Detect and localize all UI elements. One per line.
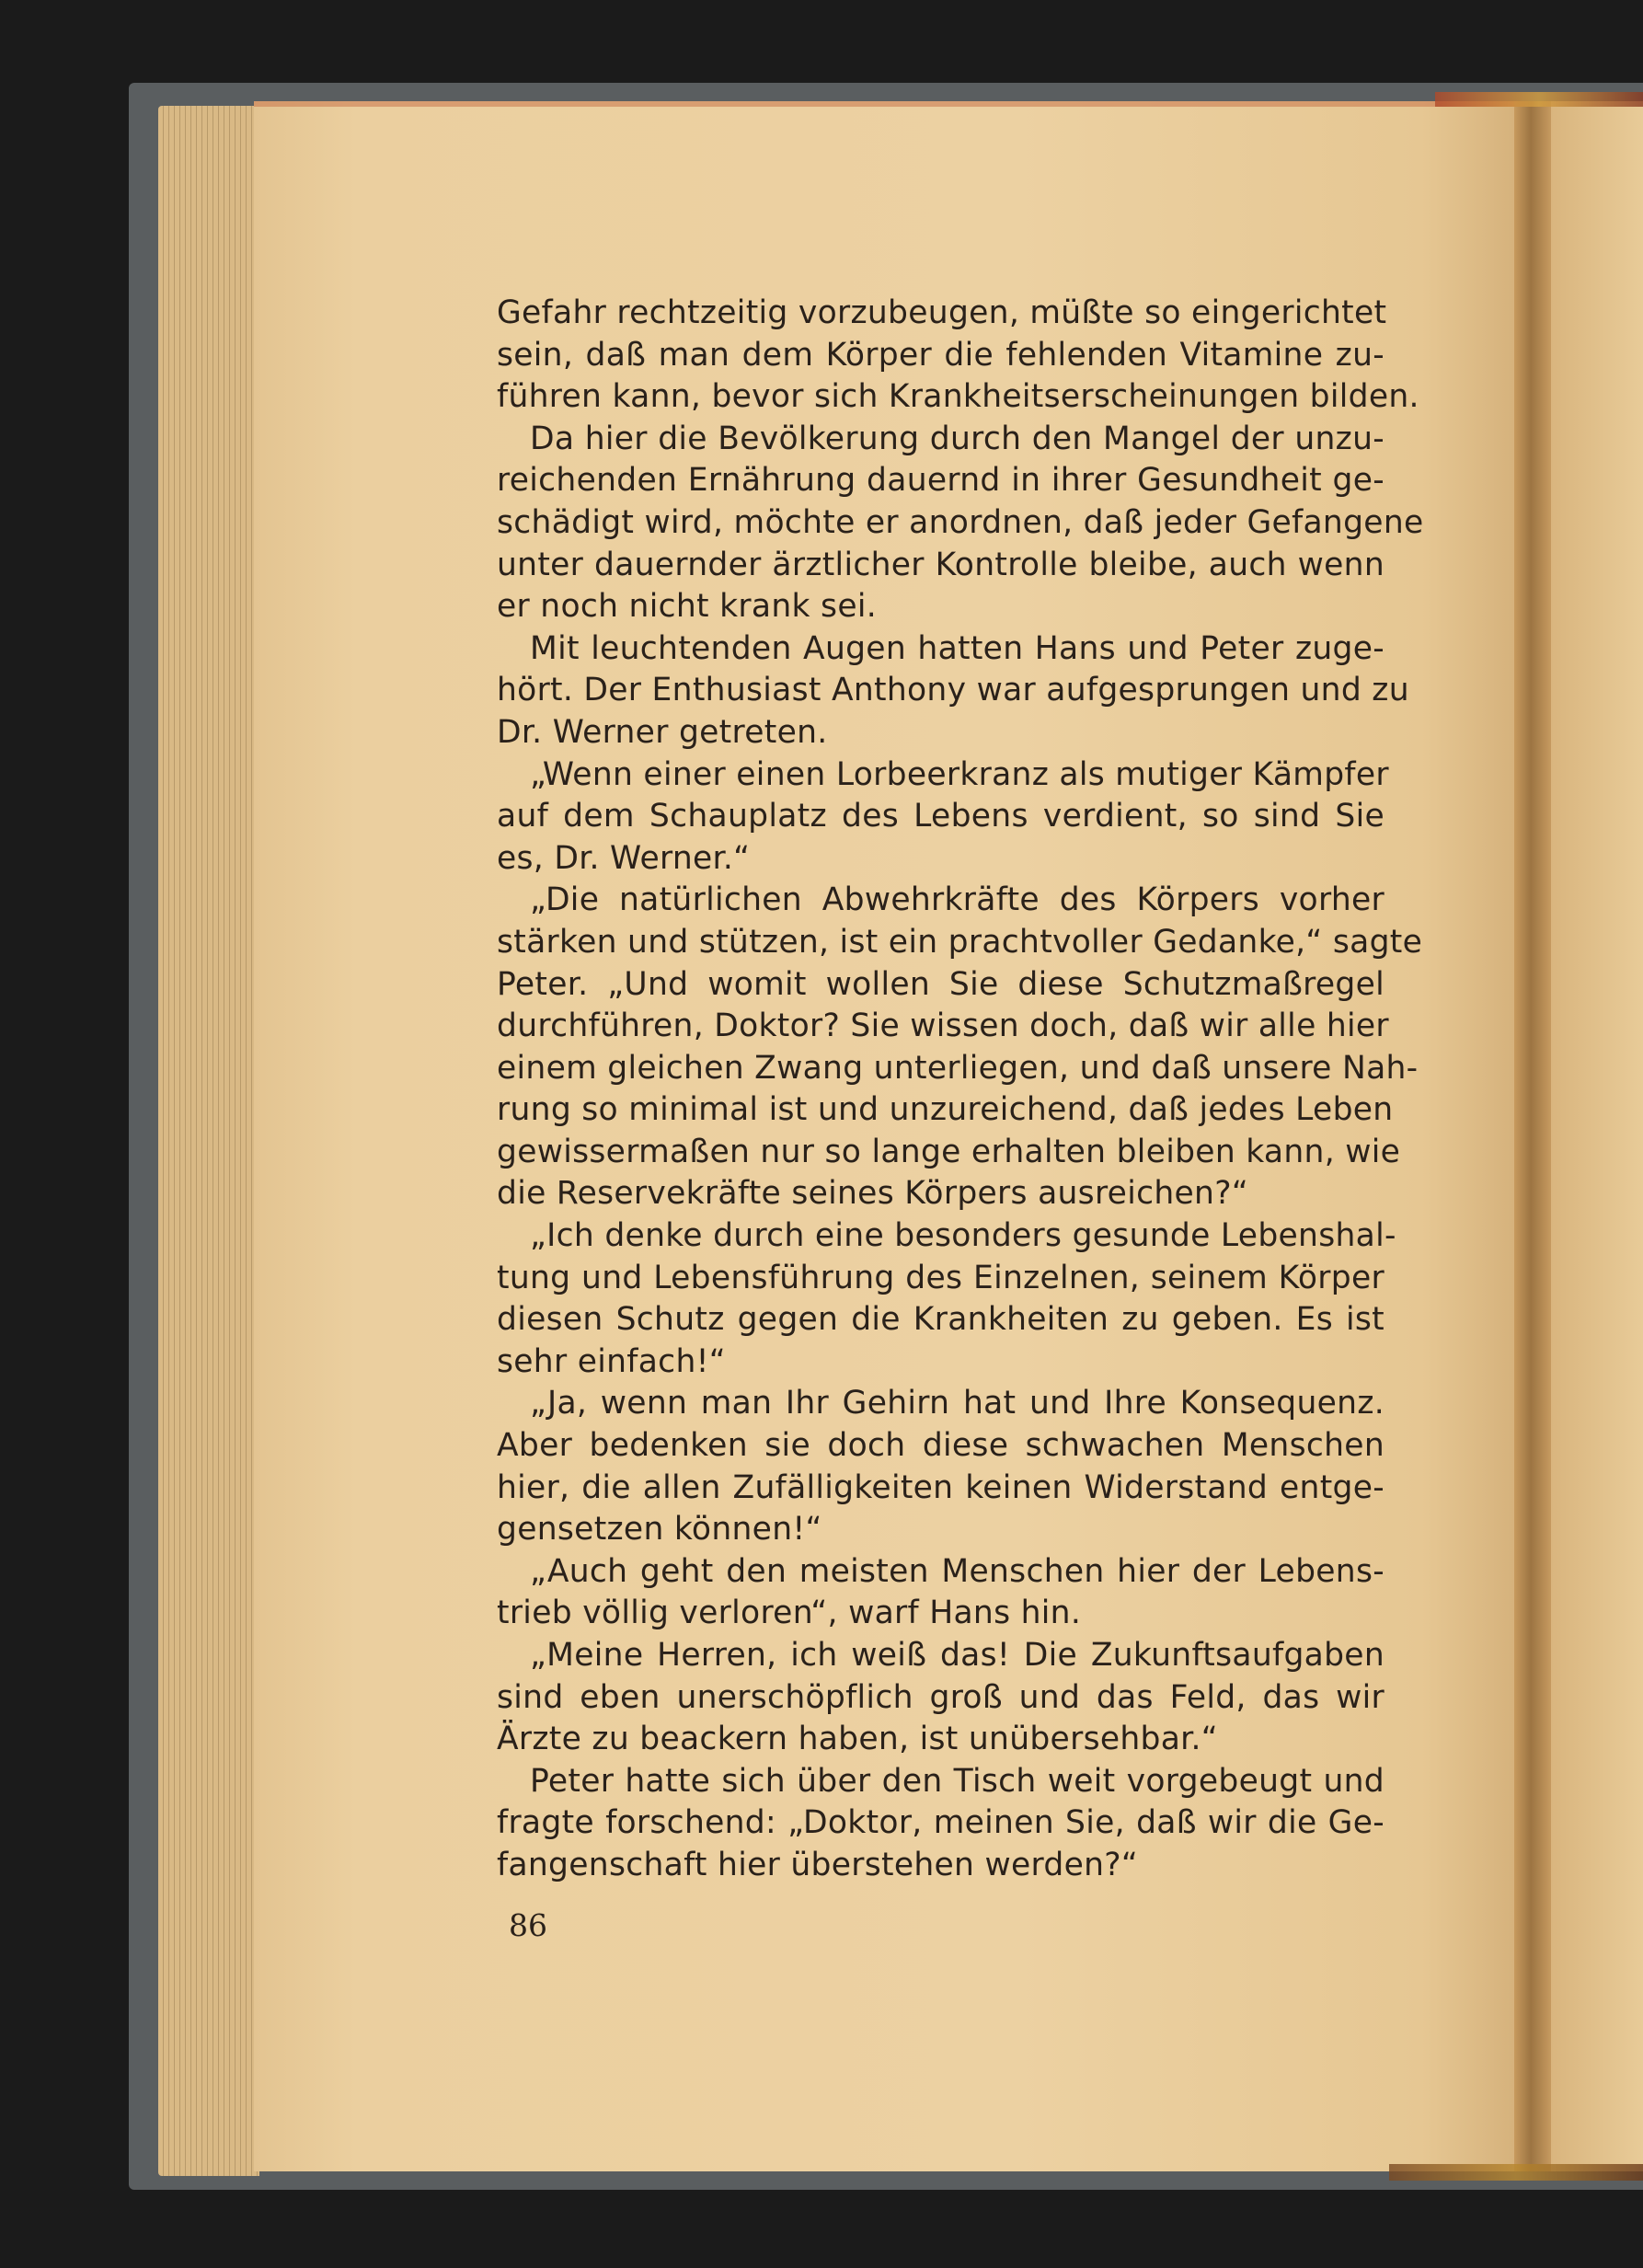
body-text <box>497 293 1424 1887</box>
text-line: einem gleichen Zwang unterliegen, und daß unsere Nah- <box>497 1049 1419 1087</box>
page-edges <box>158 106 259 2176</box>
text-line: schädigt wird, möchte er anordnen, daß jeder Gefangene <box>497 503 1424 541</box>
text-line: „Ich denke durch eine besonders gesunde Lebenshal- <box>530 1217 1396 1255</box>
text-line: „Auch geht den meisten Menschen hier der Lebens- <box>530 1552 1384 1590</box>
text-line: hier, die allen Zufälligkeiten keinen Widerstand entge- <box>497 1468 1384 1506</box>
text-line: die Reservekräfte seines Körpers ausreichen?“ <box>497 1175 1249 1213</box>
text-line: Mit leuchtenden Augen hatten Hans und Peter zuge- <box>530 629 1384 667</box>
text-line: gensetzen können!“ <box>497 1511 822 1548</box>
text-line: „Wenn einer einen Lorbeerkranz als mutiger Kämpfer <box>530 755 1389 793</box>
text-line: fangenschaft hier überstehen werden?“ <box>497 1846 1139 1883</box>
text-line: stärken und stützen, ist ein prachtvoller Gedanke,“ sagte <box>497 923 1423 961</box>
headband-bottom <box>1389 2164 1643 2181</box>
text-line: sein, daß man dem Körper die fehlenden Vitamine zu- <box>497 336 1384 374</box>
text-line: Gefahr rechtzeitig vorzubeugen, müßte so eingerichtet <box>497 294 1387 331</box>
text-line: Aber bedenken sie doch diese schwachen Menschen <box>497 1427 1384 1465</box>
text-line: Ärzte zu beackern haben, ist unübersehbar.“ <box>497 1721 1218 1758</box>
text-line: auf dem Schauplatz des Lebens verdient, so sind Sie <box>497 798 1384 835</box>
text-line: Peter. „Und womit wollen Sie diese Schutzmaßregel <box>497 965 1384 1003</box>
text-line: sehr einfach!“ <box>497 1342 726 1380</box>
text-line: er noch nicht krank sei. <box>497 588 877 626</box>
text-line: rung so minimal ist und unzureichend, daß jedes Leben <box>497 1091 1394 1129</box>
text-line: gewissermaßen nur so lange erhalten bleiben kann, wie <box>497 1133 1401 1170</box>
text-line: tung und Lebensführung des Einzelnen, seinem Körper <box>497 1259 1384 1296</box>
text-line: Dr. Werner getreten. <box>497 713 828 751</box>
text-line: „Ja, wenn man Ihr Gehirn hat und Ihre Konsequenz. <box>530 1385 1384 1422</box>
page-number: 86 <box>509 1907 547 1943</box>
text-line: führen kann, bevor sich Krankheitserscheinungen bilden. <box>497 378 1419 416</box>
headband-top <box>1435 92 1643 107</box>
text-line: Da hier die Bevölkerung durch den Mangel der unzu- <box>530 420 1384 457</box>
text-line: reichenden Ernährung dauernd in ihrer Gesundheit ge- <box>497 462 1384 500</box>
text-line: durchführen, Doktor? Sie wissen doch, daß wir alle hier <box>497 1007 1389 1045</box>
text-line: „Die natürlichen Abwehrkräfte des Körpers vorher <box>530 881 1384 919</box>
text-line: es, Dr. Werner.“ <box>497 839 751 877</box>
page-top-edge <box>254 101 1523 107</box>
text-line: Peter hatte sich über den Tisch weit vorgebeugt und <box>530 1762 1384 1800</box>
text-line: sind eben unerschöpflich groß und das Feld, das wir <box>497 1678 1384 1716</box>
text-line: fragte forschend: „Doktor, meinen Sie, daß wir die Ge- <box>497 1804 1384 1842</box>
facing-page <box>1551 101 1643 2171</box>
text-line: hört. Der Enthusiast Anthony war aufgesprungen und zu <box>497 672 1409 709</box>
text-line: „Meine Herren, ich weiß das! Die Zukunftsaufgaben <box>530 1637 1384 1674</box>
book-gutter <box>1514 101 1551 2171</box>
text-line: unter dauernder ärztlicher Kontrolle bleibe, auch wenn <box>497 546 1384 583</box>
text-line: trieb völlig verloren“, warf Hans hin. <box>497 1595 1082 1632</box>
text-line: diesen Schutz gegen die Krankheiten zu geben. Es ist <box>497 1301 1384 1339</box>
